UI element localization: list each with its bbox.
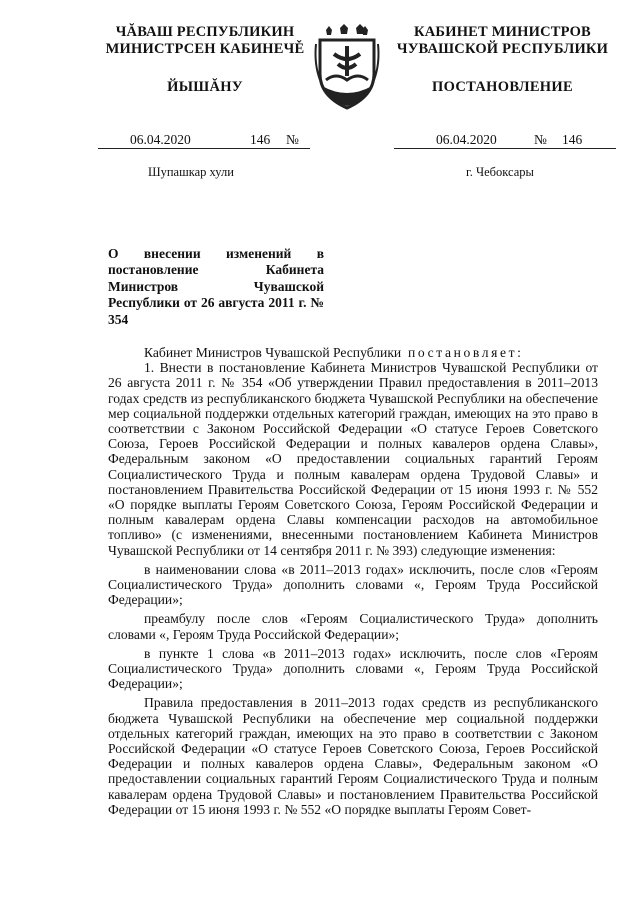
right-date: 06.04.2020 <box>436 132 497 147</box>
left-number: 146 <box>250 132 271 147</box>
paragraph-3: преамбулу после слов «Героям Социалистического Труда» дополнить словами «, Героям Труда Российской Федерации»; <box>108 611 598 642</box>
paragraph-2: в наименовании слова «в 2011–2013 годах» исключить, после слов «Героям Социалистического Труда» дополнить словами «, Героям Труда Российской Федерации»; <box>108 561 598 608</box>
right-org-line1: КАБИНЕТ МИНИСТРОВ <box>414 24 591 40</box>
right-doc-type: ПОСТАНОВЛЕНИЕ <box>432 79 573 95</box>
intro-paragraph <box>108 345 598 360</box>
right-no-sign: № <box>534 132 547 147</box>
header-right-block <box>390 24 615 96</box>
right-org-line2: ЧУВАШСКОЙ РЕСПУБЛИКИ <box>396 41 609 57</box>
document-body <box>108 345 598 817</box>
right-date-line <box>394 132 616 149</box>
chuvash-republic-emblem-icon <box>312 24 382 112</box>
intro-lead: Кабинет Министров Чувашской Республики <box>144 345 402 360</box>
document-title: О внесении изменений в постановление Кабинета Министров Чувашской Республики от 26 августа 2011 г. № 354 <box>108 246 324 327</box>
right-number: 146 <box>562 132 583 147</box>
left-date: 06.04.2020 <box>130 132 191 147</box>
place-right: г. Чебоксары <box>466 165 534 179</box>
left-doc-type: ЙЫШĂНУ <box>167 79 243 95</box>
header-left-block <box>100 24 310 96</box>
left-no-sign: № <box>286 132 299 147</box>
place-left: Шупашкар хули <box>148 165 234 179</box>
paragraph-5: Правила предоставления в 2011–2013 годах средств из республиканского бюджета Чувашской Республики на обеспечение мер социальной поддержки отдельных категорий граждан, имеющих на это право в соответствии с Законом Российской Федерации «О статусе Героев Советского Союза, Героев Российской Федерации и полных кавалеров ордена Славы», Федеральным законом «О предоставлении социальных гарантий Героям Социалистического Труда и полным кавалерам ордена Трудовой Славы» и постановлением Правительства Российской Федерации от 15 июня 1993 г. № 552 «О порядке выплаты Героям Совет- <box>108 695 598 817</box>
paragraph-1: 1. Внести в постановление Кабинета Министров Чувашской Республики от 26 августа 2011 г. № 354 «Об утверждении Правил предоставления в 2011–2013 годах средств из республиканского бюджета Чувашской Республики на обеспечение мер социальной поддержки отдельных категорий граждан, имеющих на это право в соответствии с Законом Российской Федерации «О статусе Героев Советского Союза, Героев Российской Федерации и полных кавалеров ордена Славы», Федеральным законом «О предоставлении социальных гарантий Героям Социалистического Труда и полным кавалерам ордена Трудовой Славы» и постановлением Правительства Российской Федерации от 15 июня 1993 г. № 552 «О порядке выплаты Героям Советского Союза, Героям Российской Федерации и полным кавалерам ордена Славы компенсации расходов на автомобильное топливо» (с изменениями, внесенными постановлением Кабинета Министров Чувашской Республики от 14 сентября 2011 г. № 393) следующие изменения: <box>108 360 598 558</box>
intro-verb: постановляет: <box>408 345 524 360</box>
left-date-line <box>98 132 310 149</box>
left-org-line1: ЧĂВАШ РЕСПУБЛИКИН <box>115 24 295 40</box>
left-org-line2: МИНИСТРСЕН КАБИНЕЧĚ <box>105 41 305 57</box>
paragraph-4: в пункте 1 слова «в 2011–2013 годах» исключить, после слов «Героям Социалистического Труда» дополнить словами «, Героям Труда Российской Федерации»; <box>108 645 598 692</box>
